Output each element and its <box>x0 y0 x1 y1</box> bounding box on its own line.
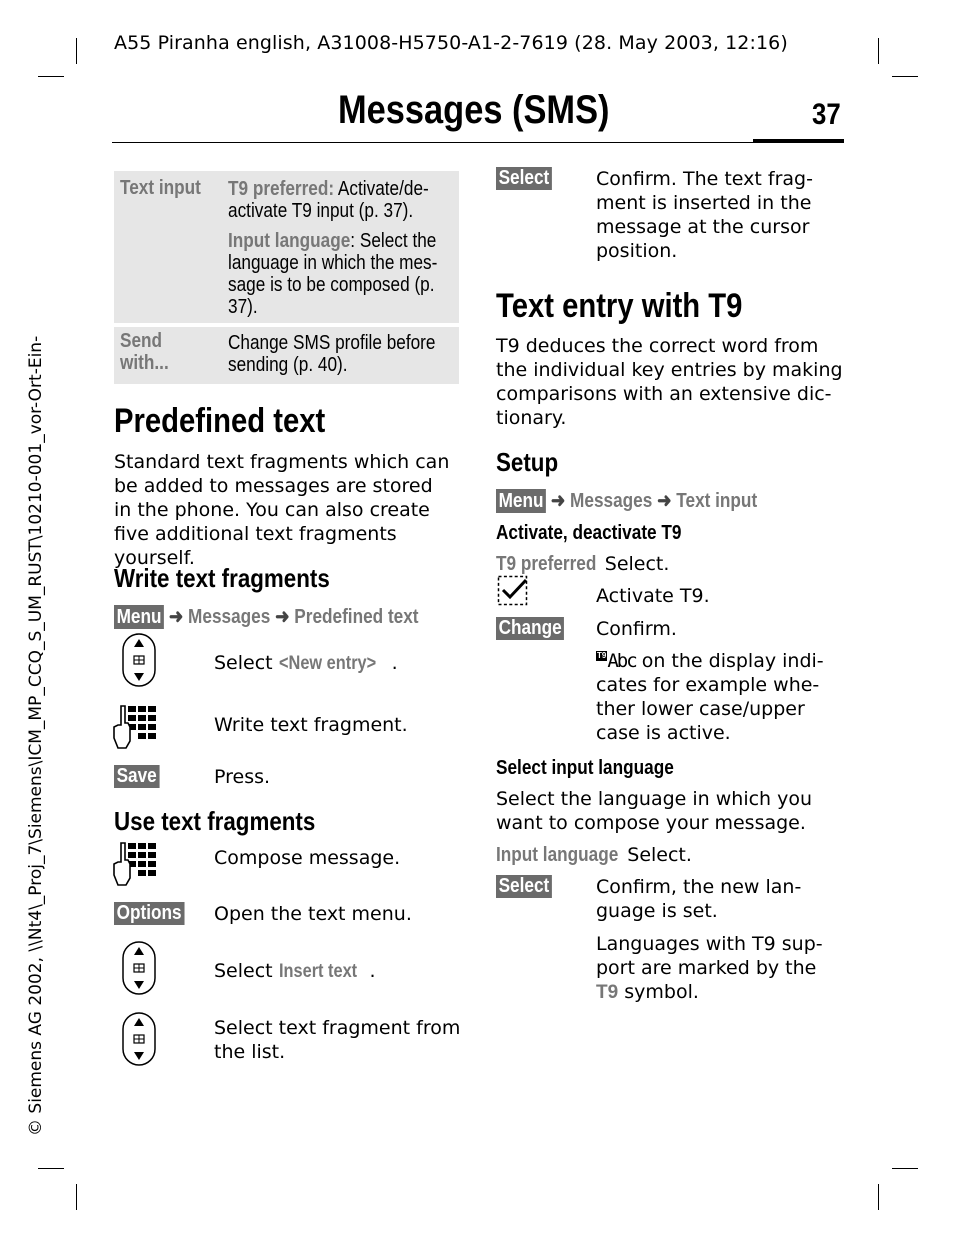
text: Select. <box>621 844 692 866</box>
select-key-label: Select <box>496 875 552 898</box>
crop-mark <box>892 1168 918 1169</box>
settings-table-row-send-with <box>114 327 459 384</box>
crop-mark <box>76 1184 77 1210</box>
term: Input language <box>496 844 619 866</box>
crop-mark <box>892 76 918 77</box>
save-key-label: Save <box>114 765 159 788</box>
step-text: Compose message. <box>214 847 401 869</box>
instruction-heading: Activate, deactivate T9 <box>496 522 682 544</box>
table-key: Text input <box>120 177 201 199</box>
term: <New entry> <box>278 653 376 674</box>
step-text: Press. <box>214 766 271 788</box>
step-text: Select text fragment from the list. <box>214 1017 461 1063</box>
options-key-label: Options <box>114 902 184 925</box>
select-softkey <box>496 167 561 190</box>
settings-table-row-text-input <box>114 171 459 323</box>
path-item: Text input <box>676 490 758 512</box>
step-text: Write text fragment. <box>214 714 408 736</box>
step-text <box>596 932 836 1005</box>
change-key-label: Change <box>496 617 564 640</box>
options-softkey <box>114 902 196 925</box>
section-title: Text entry with T9 <box>496 287 743 325</box>
term: Input language <box>228 230 351 252</box>
display-note <box>596 649 831 745</box>
arrow-icon: ➜ <box>168 606 184 628</box>
menu-key: Menu <box>114 605 164 629</box>
section-title: Predefined text <box>114 402 326 440</box>
term: T9 preferred <box>496 553 597 575</box>
keypad-icon <box>112 703 156 749</box>
select-softkey <box>496 875 561 898</box>
page-number-rule <box>753 139 844 143</box>
select-key-label: Select <box>496 167 552 190</box>
step-text <box>214 959 376 984</box>
page-number: 37 <box>812 98 841 131</box>
arrow-icon: ➜ <box>550 490 566 512</box>
step-text: Confirm. The text frag-ment is inserted in the message at the cursor position. <box>596 168 813 262</box>
abc-display-glyph: Abc <box>607 650 636 672</box>
paragraph: Select the language in which you want to compose your message. <box>496 788 813 834</box>
arrow-icon: ➜ <box>275 606 290 628</box>
side-copyright: © Siemens AG 2002, \\Nt4\_Proj_7\Siemens\ICM_MP_CCQ_S_UM_RUST\10210-001_vor-Ort-Ein- <box>26 335 46 1136</box>
step-text: Open the text menu. <box>214 903 412 925</box>
t9-display-icon: T9 <box>597 651 607 660</box>
step-text <box>496 843 692 867</box>
navigation-key-icon <box>122 1012 156 1066</box>
page-title: Messages (SMS) <box>338 88 610 132</box>
crop-mark <box>38 76 64 77</box>
text: on the display indi-cates for example whe-ther lower case/upper case is active. <box>596 650 824 744</box>
table-value <box>228 178 443 222</box>
text: . <box>369 960 376 982</box>
step-text: Activate T9. <box>596 585 710 607</box>
path-item: Predefined text <box>294 606 419 628</box>
path-item: Messages <box>188 606 271 628</box>
crop-mark <box>878 1184 879 1210</box>
subsection-title: Write text fragments <box>114 563 330 593</box>
text: Activate/de-activate T9 input (p. 37). <box>228 178 429 222</box>
step-text: Confirm, the new lan-guage is set. <box>596 876 802 922</box>
menu-path <box>496 489 757 513</box>
checkbox-checked-icon <box>497 575 529 607</box>
text: : Select the language in which the mes-sage is to be composed (p. 37). <box>228 230 438 318</box>
table-value <box>228 230 443 318</box>
t9-symbol: T9 <box>596 982 619 1003</box>
paragraph: Standard text fragments which can be added to messages are stored in the phone. You can also create five additional text fragments yourself. <box>114 451 450 569</box>
title-rule <box>112 142 844 143</box>
text: symbol. <box>618 981 699 1003</box>
crop-mark <box>38 1168 64 1169</box>
document-reference: A55 Piranha english, A31008-H5750-A1-2-7619 (28. May 2003, 12:16) <box>114 32 788 54</box>
step-text <box>214 651 398 676</box>
text: Languages with T9 sup-port are marked by the <box>596 933 823 979</box>
step-text <box>496 552 669 576</box>
step-text: Confirm. <box>596 618 677 640</box>
change-softkey <box>496 617 575 640</box>
table-value: Change SMS profile before sending (p. 40). <box>228 332 436 376</box>
crop-mark <box>878 38 879 64</box>
menu-key: Menu <box>496 489 546 513</box>
menu-path <box>114 605 419 629</box>
save-softkey <box>114 765 167 788</box>
keypad-icon <box>112 840 156 886</box>
crop-mark <box>76 38 77 64</box>
text: Select <box>214 960 279 982</box>
term: T9 preferred: <box>228 178 335 200</box>
text: Select. <box>598 553 670 575</box>
instruction-heading: Select input language <box>496 757 674 779</box>
path-item: Messages <box>570 490 653 512</box>
subsection-title: Use text fragments <box>114 806 316 836</box>
navigation-key-icon <box>122 633 156 687</box>
arrow-icon: ➜ <box>657 490 672 512</box>
paragraph: T9 deduces the correct word from the individual key entries by making comparisons with an extensive dic-tionary. <box>496 335 843 429</box>
table-key: Send with... <box>120 330 169 374</box>
text: . <box>391 652 398 674</box>
term: Insert text <box>278 961 357 982</box>
subsection-title: Setup <box>496 447 559 477</box>
navigation-key-icon <box>122 941 156 995</box>
text: Select <box>214 652 279 674</box>
